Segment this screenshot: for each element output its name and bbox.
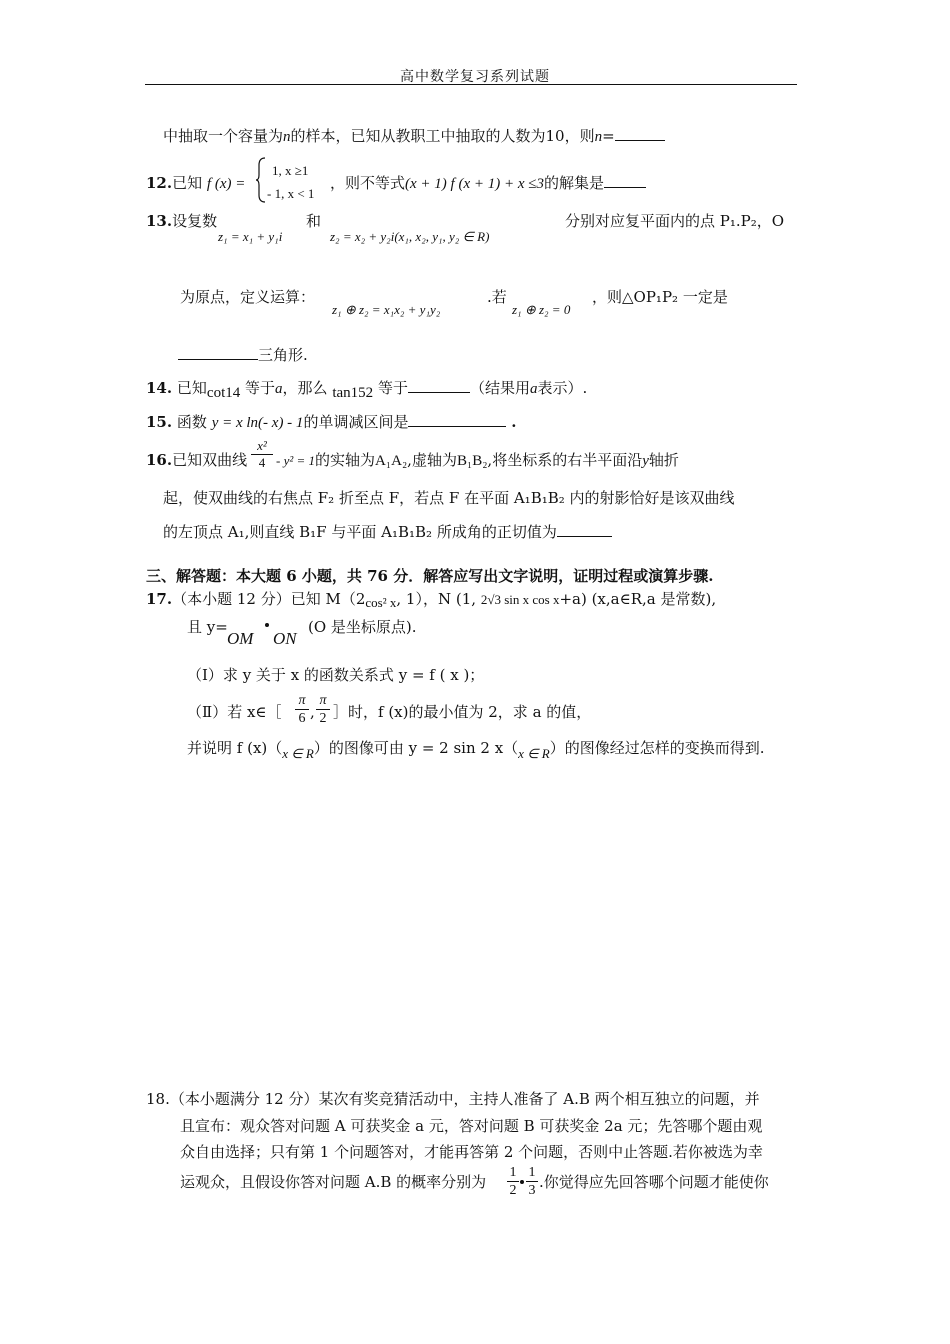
q12-prefix: 已知 — [172, 174, 203, 192]
q18-line4-tail: .你觉得应先回答哪个问题才能使你 — [539, 1173, 769, 1191]
q17-line1 — [146, 589, 716, 613]
q12-mid: ，则不等式 — [330, 174, 406, 192]
section3-title: 三、解答题：本大题 6 小题，共 76 分．解答应写出文字说明，证明过程或演算步骤. — [146, 567, 714, 585]
q18-frac1-den: 2 — [507, 1181, 519, 1199]
q18-line3: 众自由选择；只有第 1 个问题答对，才能再答第 2 个问题，否则中止答题.若你被选为幸 — [180, 1143, 763, 1161]
q11-mid: 的样本，已知从教职工中抽取的人数为10，则 — [290, 127, 595, 145]
q16-answer-blank — [557, 522, 612, 537]
q14-number: 14. — [146, 379, 173, 397]
q17-line2-prefix: 且 y= — [187, 618, 228, 636]
q13-answer-blank — [178, 345, 258, 360]
q14-tan: tan152 — [332, 385, 374, 401]
q17-frac-pi-6 — [295, 692, 309, 727]
q16-equation-rest: - y² = 1 — [276, 453, 316, 468]
q11-var-n: n — [283, 129, 291, 145]
q15-number: 15. — [146, 413, 173, 431]
q17-two: 2 — [316, 709, 330, 727]
q16-prefix: 已知双曲线 — [172, 451, 248, 469]
q17-vector-om: OM — [227, 629, 254, 648]
q16-line3-text: 的左顶点 A₁,则直线 B₁F 与平面 A₁B₁B₂ 所成角的正切值为 — [163, 523, 557, 541]
q15-line — [146, 412, 516, 433]
q17-x-in-r-2: x ∈ R — [518, 746, 550, 761]
q13-prefix: 设复数 — [172, 212, 218, 230]
q12-line-rest — [330, 173, 646, 194]
q11-answer-blank — [615, 126, 665, 141]
q14-tail2: 表示）. — [537, 379, 588, 397]
q17-line2-tail: (O 是坐标原点). — [308, 618, 417, 636]
q13-line2-tail: ，则△OP₁P₂ 一定是 — [592, 288, 728, 306]
q17-vector-on: ON — [273, 629, 297, 648]
q12-tail: 的解集是 — [544, 174, 605, 192]
q16-frac-numerator: x² — [257, 438, 267, 453]
q14-line — [146, 378, 587, 403]
q18-line1 — [146, 1089, 760, 1109]
q17-n-expr: 2√3 sin x cos x — [480, 592, 560, 607]
q13-z1: z₁ = x₁ + y₁i — [218, 229, 283, 244]
q13-line2-prefix: 为原点，定义运算： — [180, 288, 316, 306]
q16-mid4: 轴折 — [648, 451, 679, 469]
q14-eq2: 等于 — [377, 379, 408, 397]
q17-n-tail: +a) (x,a∈R,a 是常数), — [559, 590, 717, 608]
q12-inequality: (x + 1) f (x + 1) + x ≤3 — [405, 176, 544, 192]
q16-frac-denominator: 4 — [251, 454, 273, 471]
q13-condition: z₁ ⊕ z₂ = 0 — [512, 302, 571, 317]
q18-frac2-num: 1 — [528, 1165, 536, 1180]
q17-m-tail: , 1），N (1, — [396, 590, 477, 608]
q18-frac-third — [526, 1164, 538, 1199]
q13-operation: z₁ ⊕ z₂ = x₁x₂ + y₁y₂ — [332, 302, 441, 317]
q16-line1-prefix — [146, 450, 247, 470]
q11-var-n-2: n — [594, 129, 603, 145]
q17-x-in-r: x ∈ R — [282, 746, 314, 761]
q13-tail: 分别对应复平面内的点 P₁.P₂，O — [565, 212, 785, 230]
q16-fraction — [251, 438, 273, 471]
q14-var-a-2: a — [529, 381, 538, 397]
q16-y-axis: y — [642, 453, 649, 469]
header-divider — [145, 84, 797, 85]
q17-frac-pi-2 — [316, 692, 330, 727]
q18-line2: 且宣布：观众答对问题 A 可获奖金 a 元，答对问题 B 可获奖金 2a 元；先答哪个题由观 — [180, 1117, 763, 1135]
q17-number: 17. — [146, 590, 173, 608]
q12-answer-blank — [604, 173, 646, 188]
q12-case1: 1, x ≥1 — [272, 163, 309, 178]
q12-line — [146, 173, 245, 194]
page-header-title: 高中数学复习系列试题 — [400, 69, 550, 85]
q12-number: 12. — [146, 174, 173, 192]
q16-mid1: 的实轴为 — [315, 451, 376, 469]
q17-comma: , — [310, 703, 315, 721]
q17-dot-product-icon — [265, 623, 269, 627]
q13-number: 13. — [146, 212, 173, 230]
q13-if: .若 — [487, 288, 507, 306]
q14-answer-blank — [408, 378, 470, 393]
q16-line1-rest — [276, 450, 679, 471]
q13-line3-tail: 三角形. — [258, 346, 308, 364]
q17-line-last — [187, 738, 765, 764]
q14-then: ，那么 — [282, 379, 328, 397]
q13-z2: z₂ = x₂ + y₂i(x₁, x₂, y₁, y₂ ∈ R) — [330, 229, 490, 244]
q14-eq: 等于 — [245, 379, 276, 397]
q18-line1-text: （本小题满分 12 分）某次有奖竞猜活动中，主持人准备了 A.B 两个相互独立的问题，并 — [169, 1090, 760, 1108]
q11-text: 中抽取一个容量为 — [163, 127, 284, 145]
q18-frac-half — [507, 1164, 519, 1199]
q17-six: 6 — [295, 709, 309, 727]
q16-number: 16. — [146, 451, 173, 469]
q16-line3 — [163, 522, 612, 542]
q12-fx: f (x) = — [206, 176, 246, 192]
q14-prefix: 已知 — [176, 379, 207, 397]
q15-answer-blank — [408, 412, 506, 427]
q15-tail: 的单调减区间是 — [303, 413, 409, 431]
q12-case2: - 1, x < 1 — [267, 186, 315, 201]
q14-cot: cot14 — [206, 385, 241, 401]
q17-intro: （本小题 12 分）已知 M（2 — [172, 590, 366, 608]
q16-mid3: ,将坐标系的右半平面沿 — [487, 451, 643, 469]
q17-last-mid: ）的图像可由 y = 2 sin 2 x（ — [313, 739, 519, 757]
q17-last-prefix: 并说明 f (x)（ — [187, 739, 283, 757]
q15-function: y = x ln(- x) - 1 — [211, 415, 304, 431]
q18-separator-dot-icon — [520, 1180, 524, 1184]
q17-last-tail: ）的图像经过怎样的变换而得到. — [549, 739, 765, 757]
q15-end: . — [511, 413, 517, 431]
q18-frac1-num: 1 — [509, 1165, 517, 1180]
q17-pi-1: π — [298, 693, 306, 708]
q17-pi-2: π — [319, 693, 327, 708]
q12-brace — [255, 157, 267, 203]
q11-eq: = — [602, 127, 615, 145]
q11-line — [163, 126, 665, 147]
q16-line2: 起，使双曲线的右焦点 F₂ 折至点 F，若点 F 在平面 A₁B₁B₂ 内的射影恰好是该双曲线 — [163, 489, 735, 507]
q15-prefix: 函数 — [176, 413, 207, 431]
q18-frac2-den: 3 — [526, 1181, 538, 1199]
q17-part2-tail: ］时，f (x)的最小值为 2，求 a 的值， — [333, 703, 592, 721]
q14-tail: （结果用 — [469, 379, 530, 397]
q14-var-a: a — [275, 381, 283, 397]
q17-cos: cos² x — [365, 595, 397, 610]
q17-part2-prefix: （Ⅱ）若 x∈［ — [187, 703, 282, 721]
q17-part1: （Ⅰ）求 y 关于 x 的函数关系式 y = f ( x )； — [187, 666, 485, 684]
q13-line3 — [178, 345, 308, 365]
q13-line1 — [146, 211, 217, 231]
q13-and: 和 — [306, 212, 322, 230]
q16-mid2: ,虚轴为 — [407, 451, 457, 469]
q16-a1a2: A₁A₂ — [375, 453, 408, 469]
q16-b1b2: B₁B₂ — [456, 453, 488, 469]
q18-line4-prefix: 运观众，且假设你答对问题 A.B 的概率分别为 — [180, 1173, 487, 1191]
q18-number: 18. — [146, 1090, 170, 1108]
